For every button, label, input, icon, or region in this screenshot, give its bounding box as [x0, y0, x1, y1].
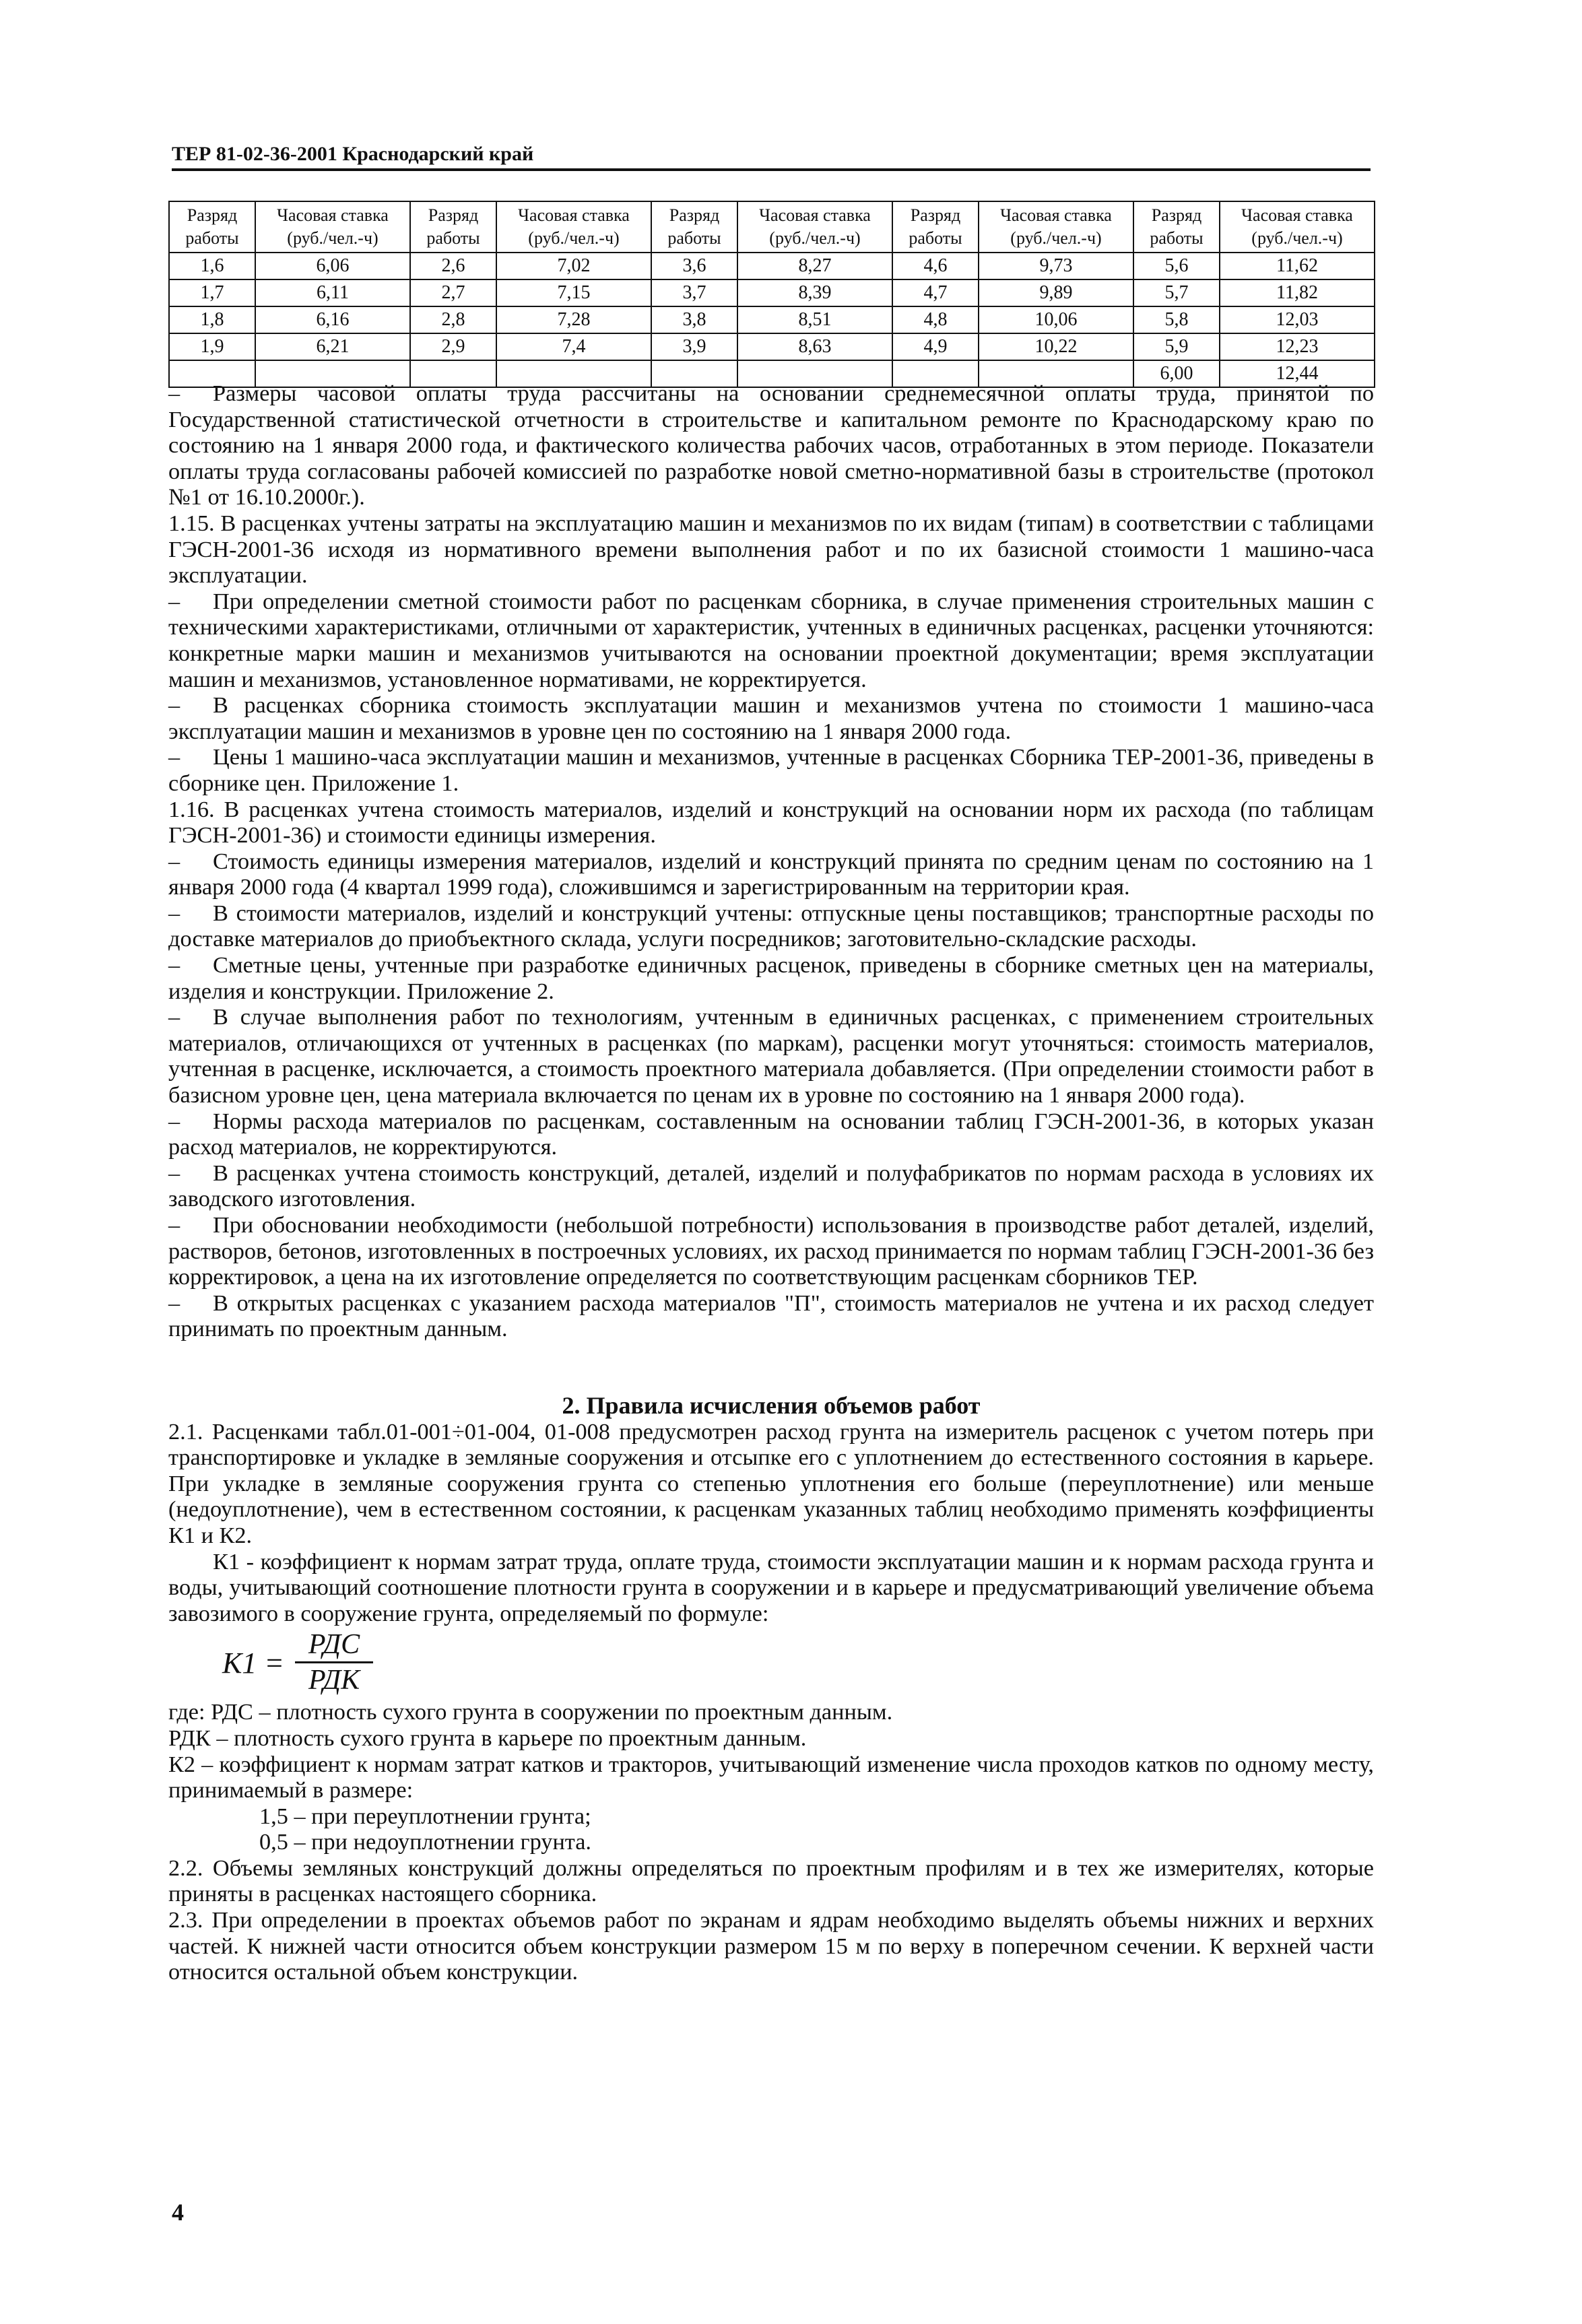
- table-cell: 6,06: [255, 253, 410, 279]
- header-cell: Часовая ставка (руб./чел.-ч): [496, 201, 651, 253]
- table-cell: 1,8: [169, 306, 255, 333]
- bullet-dash: –: [168, 1108, 180, 1134]
- table-cell: 6,16: [255, 306, 410, 333]
- table-cell: 4,9: [892, 333, 979, 360]
- table-cell: 1,7: [169, 279, 255, 306]
- table-cell: 8,27: [737, 253, 892, 279]
- header-cell: Часовая ставка (руб./чел.-ч): [737, 201, 892, 253]
- bullet-dash: –: [168, 588, 180, 614]
- paragraph: РДК – плотность сухого грунта в карьере по проектным данным.: [168, 1725, 807, 1751]
- table-cell: 9,89: [979, 279, 1133, 306]
- table-cell: 3,8: [651, 306, 737, 333]
- table-cell: 1,9: [169, 333, 255, 360]
- table-row: [169, 306, 1375, 333]
- wage-rate-table: [168, 201, 1375, 388]
- bullet-dash: –: [168, 952, 180, 978]
- table-cell: 11,82: [1220, 279, 1375, 306]
- bullet-dash: –: [168, 1290, 180, 1316]
- header-cell: Часовая ставка (руб./чел.-ч): [255, 201, 410, 253]
- header-cell: Разряд работы: [410, 201, 496, 253]
- table-cell: 2,8: [410, 306, 496, 333]
- table-row: [169, 253, 1375, 279]
- bullet-dash: –: [168, 692, 180, 719]
- table-cell: 8,51: [737, 306, 892, 333]
- table-cell: 10,22: [979, 333, 1133, 360]
- formula-numerator: РДС: [308, 1629, 360, 1661]
- table-cell: 5,7: [1133, 279, 1220, 306]
- table-cell: 1,6: [169, 253, 255, 279]
- table-row: [169, 333, 1375, 360]
- table-cell: 5,9: [1133, 333, 1220, 360]
- table-cell: 5,6: [1133, 253, 1220, 279]
- paragraph: 1,5 – при переуплотнении грунта;: [259, 1803, 591, 1829]
- paragraph: – Стоимость единицы измерения материалов, изделий и конструкций принята по средним ценам по состоянию на 1 января 2000 года (4 квартал 1999 года), сложившимся и зарегистрированным на территории края.: [168, 848, 1374, 900]
- body-text: [168, 380, 1374, 1985]
- table-cell: 3,7: [651, 279, 737, 306]
- paragraph: – Сметные цены, учтенные при разработке единичных расценок, приведены в сборнике сметных цен на материалы, изделия и конструкции. Приложение 2.: [168, 952, 1374, 1004]
- table-cell: 3,6: [651, 253, 737, 279]
- header-cell: Разряд работы: [892, 201, 979, 253]
- formula-k1: [168, 1626, 1374, 1699]
- header-cell: Часовая ставка (руб./чел.-ч): [979, 201, 1133, 253]
- header-rule: [172, 168, 1371, 171]
- paragraph: К1 - коэффициент к нормам затрат труда, оплате труда, стоимости эксплуатации машин и к нормам расхода грунта и воды, учитывающий соотношение плотности грунта в сооружении и в карьере и предусматривающий увеличение объема завозимого в сооружение грунта, определяемый по формуле:: [168, 1548, 1374, 1626]
- table-cell: 4,8: [892, 306, 979, 333]
- formula-lhs: К1 =: [222, 1647, 284, 1680]
- table-cell: 7,4: [496, 333, 651, 360]
- table-row: [169, 279, 1375, 306]
- header-cell: Часовая ставка (руб./чел.-ч): [1220, 201, 1375, 253]
- paragraph: 1.15. В расценках учтены затраты на эксплуатацию машин и механизмов по их видам (типам) в соответствии с таблицами ГЭСН-2001-36 исходя из нормативного времени выполнения работ и по их базисной стоимости 1 машино-часа эксплуатации.: [168, 510, 1374, 589]
- bullet-dash: –: [168, 900, 180, 926]
- table-cell: 8,63: [737, 333, 892, 360]
- table-cell: 7,28: [496, 306, 651, 333]
- table-cell: 6,21: [255, 333, 410, 360]
- page-number: 4: [172, 2199, 184, 2226]
- bullet-dash: –: [168, 1004, 180, 1030]
- paragraph: 1.16. В расценках учтена стоимость материалов, изделий и конструкций на основании норм их расхода (по таблицам ГЭСН-2001-36) и стоимости единицы измерения.: [168, 796, 1374, 849]
- paragraph: – В расценках сборника стоимость эксплуатации машин и механизмов учтена по стоимости 1 машино-часа эксплуатации машин и механизмов в уровне цен по состоянию на 1 января 2000 года.: [168, 692, 1374, 744]
- header-cell: Разряд работы: [1133, 201, 1220, 253]
- table-cell: 6,11: [255, 279, 410, 306]
- bullet-dash: –: [168, 744, 180, 770]
- paragraph: – При определении сметной стоимости работ по расценкам сборника, в случае применения строительных машин с техническими характеристиками, отличными от характеристик, учтенных в единичных расценках, расценки уточняются: конкретные марки машин и механизмов учитываются на основании проектной документации; время эксплуатации машин и механизмов, установленное нормативами, не корректируется.: [168, 588, 1374, 692]
- table-cell: 10,06: [979, 306, 1133, 333]
- section-title: 2. Правила исчисления объемов работ: [562, 1391, 981, 1419]
- paragraph: 2.2. Объемы земляных конструкций должны определяться по проектным профилям и в тех же измерителях, которые приняты в расценках настоящего сборника.: [168, 1855, 1374, 1907]
- paragraph: – Нормы расхода материалов по расценкам, составленным на основании таблиц ГЭСН-2001-36, в которых указан расход материалов, не корректируются.: [168, 1108, 1374, 1160]
- running-header: ТЕР 81-02-36-2001 Краснодарский край: [172, 143, 534, 165]
- bullet-dash: –: [168, 848, 180, 874]
- table-header-row: [169, 201, 1375, 253]
- paragraph: – При обосновании необходимости (небольшой потребности) использования в производстве работ деталей, изделий, растворов, бетонов, изготовленных в построечных условиях, их расход принимается по нормам таблиц ГЭСН-2001-36 без корректировок, а цена на их изготовление определяется по соответствующим расценкам сборников ТЕР.: [168, 1212, 1374, 1290]
- paragraph: 0,5 – при недоуплотнении грунта.: [259, 1829, 592, 1855]
- formula-denominator: РДК: [308, 1665, 360, 1696]
- paragraph: – В стоимости материалов, изделий и конструкций учтены: отпускные цены поставщиков; транспортные расходы по доставке материалов до приобъектного склада, услуги посредников; заготовительно-складские расходы.: [168, 900, 1374, 952]
- table-cell: 12,44: [1220, 360, 1375, 387]
- table-cell: 6,00: [1133, 360, 1220, 387]
- paragraph: – В открытых расценках с указанием расхода материалов "П", стоимость материалов не учтена и их расход следует принимать по проектным данным.: [168, 1290, 1374, 1342]
- table-cell: 4,6: [892, 253, 979, 279]
- paragraph: – Размеры часовой оплаты труда рассчитаны на основании среднемесячной оплаты труда, принятой по Государственной статистической отчетности в строительстве и капитальном ремонте по Краснодарскому краю по состоянию на 1 января 2000 года, и фактического количества рабочих часов, отработанных в этом периоде. Показатели оплаты труда согласованы рабочей комиссией по разработке новой сметно-нормативной базы в строительстве (протокол №1 от 16.10.2000г.).: [168, 380, 1374, 510]
- table-cell: 9,73: [979, 253, 1133, 279]
- formula-fraction: [295, 1629, 373, 1696]
- paragraph: К2 – коэффициент к нормам затрат катков и тракторов, учитывающий изменение числа проходов катков по одному месту, принимаемый в размере:: [168, 1751, 1374, 1803]
- header-cell: Разряд работы: [169, 201, 255, 253]
- table-cell: 12,03: [1220, 306, 1375, 333]
- table-cell: 7,02: [496, 253, 651, 279]
- paragraph: где: РДС – плотность сухого грунта в сооружении по проектным данным.: [168, 1699, 893, 1725]
- bullet-dash: –: [168, 1160, 180, 1186]
- paragraph: – Цены 1 машино-часа эксплуатации машин и механизмов, учтенные в расценках Сборника ТЕР-2001-36, приведены в сборнике цен. Приложение 1.: [168, 744, 1374, 796]
- table-cell: 12,23: [1220, 333, 1375, 360]
- paragraph: 2.1. Расценками табл.01-001÷01-004, 01-008 предусмотрен расход грунта на измеритель расценок с учетом потерь при транспортировке и укладке в земляные сооружения и отсыпке его с уплотнением до естественного состояния в карьере. При укладке в земляные сооружения грунта со степенью уплотнения его больше (переуплотнение) или меньше (недоуплотнение), чем в естественном состоянии, к расценкам указанных таблиц необходимо применять коэффициенты К1 и К2.: [168, 1418, 1374, 1548]
- paragraph: – В расценках учтена стоимость конструкций, деталей, изделий и полуфабрикатов по нормам расхода в условиях их заводского изготовления.: [168, 1160, 1374, 1212]
- table-cell: 3,9: [651, 333, 737, 360]
- table-cell: 7,15: [496, 279, 651, 306]
- bullet-dash: –: [168, 380, 180, 406]
- table-cell: 5,8: [1133, 306, 1220, 333]
- spacer: [168, 1342, 1374, 1393]
- header-cell: Разряд работы: [651, 201, 737, 253]
- fraction-bar: [295, 1661, 373, 1663]
- bullet-dash: –: [168, 1212, 180, 1238]
- paragraph: – В случае выполнения работ по технологиям, учтенным в единичных расценках, с применением строительных материалов, отличающихся от учтенных в расценках (по маркам), расценки могут уточняться: стоимость материалов, учтенная в расценке, исключается, а стоимость проектного материала добавляется. (При определении стоимости работ в базисном уровне цен, цена материала включается по ценам их в уровне по состоянию на 1 января 2000 года).: [168, 1004, 1374, 1108]
- table-cell: 11,62: [1220, 253, 1375, 279]
- table-cell: 4,7: [892, 279, 979, 306]
- table-cell: 2,9: [410, 333, 496, 360]
- table-cell: 2,7: [410, 279, 496, 306]
- paragraph: 2.3. При определении в проектах объемов работ по экранам и ядрам необходимо выделять объемы нижних и верхних частей. К нижней части относится объем конструкции размером 15 м по верху в поперечном сечении. К верхней части относится остальной объем конструкции.: [168, 1907, 1374, 1985]
- table-cell: 2,6: [410, 253, 496, 279]
- table-cell: 8,39: [737, 279, 892, 306]
